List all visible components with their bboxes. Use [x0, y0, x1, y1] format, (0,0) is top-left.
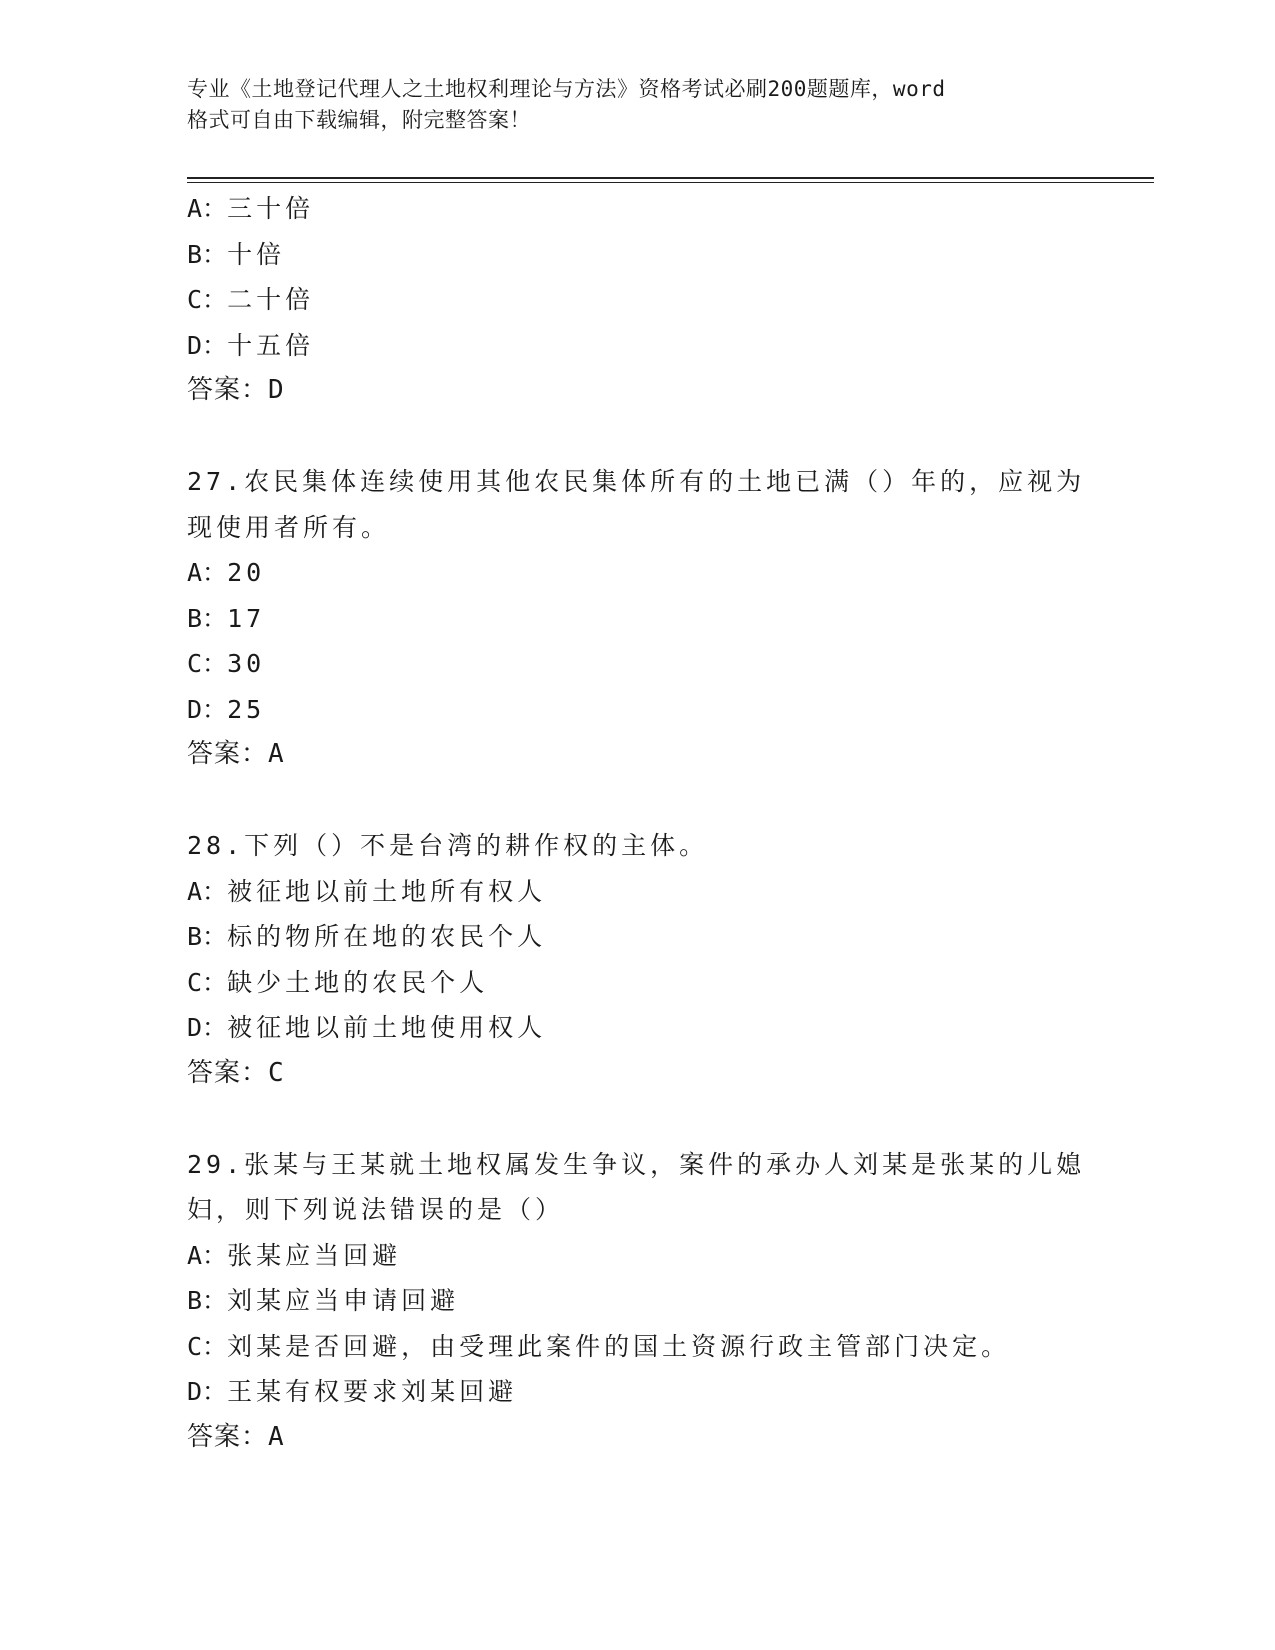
header-divider-thin [187, 182, 1154, 183]
answer-line: 答案：A [187, 1421, 285, 1452]
header-line-2: 格式可自由下载编辑，附完整答案！ [187, 108, 531, 132]
option-c: C：缺少土地的农民个人 [187, 967, 489, 997]
option-b: B：十倍 [187, 239, 286, 269]
option-a: A：三十倍 [187, 194, 315, 223]
document-header [187, 74, 1067, 136]
option-c: C：30 [187, 649, 266, 678]
option-a: A：张某应当回避 [187, 1240, 402, 1270]
spacer [187, 778, 1087, 824]
option-b: B：标的物所在地的农民个人 [187, 922, 547, 951]
spacer [187, 414, 1087, 460]
option-d: D：十五倍 [187, 330, 315, 360]
answer-line: 答案：D [187, 375, 285, 405]
question-29 [187, 1142, 1087, 1461]
option-d: D：被征地以前土地使用权人 [187, 1013, 547, 1042]
spacer [187, 1096, 1087, 1142]
option-a: A：20 [187, 558, 266, 587]
option-d: D：王某有权要求刘某回避 [187, 1377, 518, 1406]
question-stem: 27.农民集体连续使用其他农民集体所有的土地已满（）年的，应视为 [187, 467, 1086, 496]
question-26 [187, 186, 1087, 414]
question-list [187, 186, 1087, 1460]
question-27 [187, 459, 1087, 778]
header-line-1: 专业《土地登记代理人之土地权利理论与方法》资格考试必刷200题题库，word [187, 77, 946, 101]
option-c: C：二十倍 [187, 285, 315, 314]
question-stem-continued: 现使用者所有。 [187, 512, 391, 542]
option-b: B：刘某应当申请回避 [187, 1286, 460, 1315]
option-d: D：25 [187, 694, 266, 724]
answer-line: 答案：C [187, 1057, 285, 1088]
question-stem: 28.下列（）不是台湾的耕作权的主体。 [187, 831, 709, 860]
answer-line: 答案：A [187, 739, 285, 769]
option-c: C：刘某是否回避，由受理此案件的国土资源行政主管部门决定。 [187, 1331, 1011, 1361]
question-stem: 29.张某与王某就土地权属发生争议，案件的承办人刘某是张某的儿媳 [187, 1149, 1086, 1179]
header-divider-thick [187, 177, 1154, 179]
option-a: A：被征地以前土地所有权人 [187, 876, 547, 906]
question-stem-continued: 妇，则下列说法错误的是（） [187, 1195, 565, 1224]
question-28 [187, 823, 1087, 1096]
option-b: B：17 [187, 603, 266, 633]
